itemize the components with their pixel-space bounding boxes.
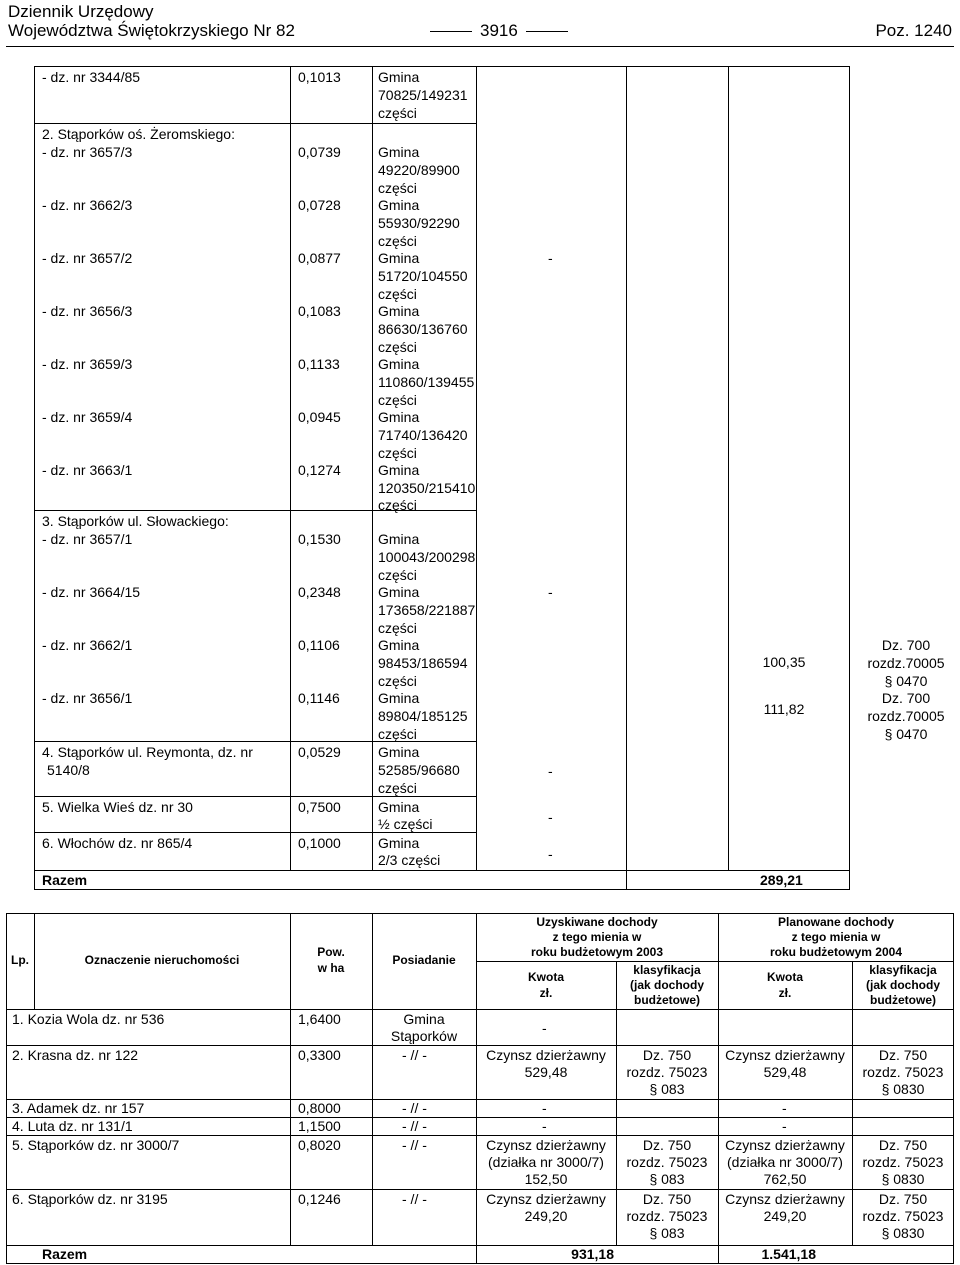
parcel-area: 0,7500 bbox=[298, 799, 341, 815]
planned-classification: § 0830 bbox=[881, 1225, 925, 1241]
property-item: 4. Luta dz. nr 131/1 bbox=[12, 1118, 133, 1134]
planned-income: 249,20 bbox=[763, 1208, 807, 1224]
property-possession: - // - bbox=[402, 1191, 427, 1207]
parcel-item: - dz. nr 3657/1 bbox=[42, 531, 133, 547]
obtained-income: 249,20 bbox=[524, 1208, 568, 1224]
classification: § 0470 bbox=[884, 726, 928, 742]
amount-value: 111,82 bbox=[763, 701, 805, 717]
parcel-area: 0,1274 bbox=[298, 462, 341, 478]
property-item: 2. Krasna dz. nr 122 bbox=[12, 1047, 139, 1063]
parcel-share: 71740/136420 bbox=[378, 427, 468, 443]
obtained-classification: § 083 bbox=[649, 1171, 685, 1187]
amount-value: 100,35 bbox=[762, 654, 806, 670]
parcel-owner: Gmina bbox=[378, 69, 420, 85]
planned-classification: Dz. 750 bbox=[878, 1191, 928, 1207]
amount-dash: - bbox=[548, 250, 553, 266]
header-lp: Lp. bbox=[11, 953, 29, 967]
parcel-area: 0,1530 bbox=[298, 531, 341, 547]
parcel-area: 0,2348 bbox=[298, 584, 341, 600]
header-classification: budżetowe) bbox=[634, 993, 700, 1007]
header-classification: budżetowe) bbox=[870, 993, 936, 1007]
parcel-share: 89804/185125 bbox=[378, 708, 468, 724]
property-area: 0,1246 bbox=[298, 1191, 341, 1207]
planned-income: 529,48 bbox=[763, 1064, 807, 1080]
parcel-share: 120350/215410 bbox=[378, 480, 476, 496]
parcel-share: ½ części bbox=[378, 816, 433, 832]
parcel-share: 2/3 części bbox=[378, 852, 441, 868]
journal-title: Dziennik Urzędowy bbox=[8, 2, 154, 21]
planned-classification: Dz. 750 bbox=[878, 1137, 928, 1153]
parcel-owner: Gmina bbox=[378, 637, 420, 653]
parcel-item: - dz. nr 3664/15 bbox=[42, 584, 141, 600]
obtained-classification: Dz. 750 bbox=[642, 1191, 692, 1207]
header-amount: zł. bbox=[539, 986, 553, 1000]
parcel-share-unit: części bbox=[378, 780, 417, 796]
planned-classification: § 0830 bbox=[881, 1081, 925, 1097]
planned-classification: rozdz. 75023 bbox=[862, 1154, 944, 1170]
row-divider bbox=[6, 1045, 954, 1046]
property-item: 3. Adamek dz. nr 157 bbox=[12, 1100, 145, 1116]
parcel-item: 4. Stąporków ul. Reymonta, dz. nr bbox=[42, 744, 253, 760]
parcel-owner: Gmina bbox=[378, 356, 420, 372]
header-classification: (jak dochody bbox=[629, 978, 704, 992]
parcel-owner: Gmina bbox=[378, 835, 420, 851]
parcel-item: 6. Włochów dz. nr 865/4 bbox=[42, 835, 193, 851]
parcel-owner: Gmina bbox=[378, 744, 420, 760]
parcel-share-unit: części bbox=[378, 233, 417, 249]
parcel-share-unit: części bbox=[378, 286, 417, 302]
parcel-share-unit: części bbox=[378, 567, 417, 583]
property-area: 1,1500 bbox=[298, 1118, 341, 1134]
total-planned: 1.541,18 bbox=[761, 1246, 816, 1262]
parcel-share: 86630/136760 bbox=[378, 321, 468, 337]
property-possession: Stąporków bbox=[390, 1028, 458, 1044]
obtained-income: 152,50 bbox=[524, 1171, 568, 1187]
classification: rozdz.70005 bbox=[867, 655, 945, 671]
property-possession: Gmina bbox=[403, 1011, 445, 1027]
property-item: 6. Stąporków dz. nr 3195 bbox=[12, 1191, 168, 1207]
section-heading: 2. Stąporków oś. Żeromskiego: bbox=[42, 126, 235, 142]
parcel-area: 0,0877 bbox=[298, 250, 341, 266]
page-number bbox=[430, 21, 568, 41]
planned-classification: rozdz. 75023 bbox=[862, 1208, 944, 1224]
parcel-share-unit: części bbox=[378, 339, 417, 355]
parcel-area: 0,0945 bbox=[298, 409, 341, 425]
parcel-owner: Gmina bbox=[378, 250, 420, 266]
property-area: 1,6400 bbox=[298, 1011, 341, 1027]
parcel-area: 0,1013 bbox=[298, 69, 341, 85]
row-divider bbox=[6, 1117, 954, 1118]
header-amount: zł. bbox=[778, 986, 792, 1000]
parcel-share-unit: części bbox=[378, 497, 417, 513]
parcel-share-unit: części bbox=[378, 673, 417, 689]
obtained-classification: Dz. 750 bbox=[642, 1137, 692, 1153]
planned-income: Czynsz dzierżawny bbox=[725, 1137, 845, 1153]
header-possession: Posiadanie bbox=[392, 953, 456, 967]
parcel-item: - dz. nr 3659/4 bbox=[42, 409, 133, 425]
parcel-owner: Gmina bbox=[378, 690, 420, 706]
row-divider bbox=[34, 870, 850, 871]
voivodeship-issue: Województwa Świętokrzyskiego Nr 82 bbox=[8, 21, 295, 40]
row-divider bbox=[476, 961, 954, 962]
income-dash: - bbox=[542, 1020, 547, 1036]
planned-classification: § 0830 bbox=[881, 1171, 925, 1187]
obtained-income: 529,48 bbox=[524, 1064, 568, 1080]
parcel-share: 173658/221887 bbox=[378, 602, 476, 618]
parcel-share-unit: części bbox=[378, 392, 417, 408]
parcel-share: 55930/92290 bbox=[378, 215, 460, 231]
parcel-item: - dz. nr 3344/85 bbox=[42, 69, 141, 85]
parcel-share-unit: części bbox=[378, 726, 417, 742]
total-label: Razem bbox=[42, 872, 88, 888]
parcel-item: - dz. nr 3662/1 bbox=[42, 637, 133, 653]
header-obtained: roku budżetowym 2003 bbox=[530, 945, 664, 959]
property-item: 1. Kozia Wola dz. nr 536 bbox=[12, 1011, 165, 1027]
header-classification: (jak dochody bbox=[865, 978, 940, 992]
parcel-item: - dz. nr 3656/1 bbox=[42, 690, 133, 706]
header-classification: klasyfikacja bbox=[869, 963, 937, 977]
property-possession: - // - bbox=[402, 1118, 427, 1134]
parcel-item-cont: 5140/8 bbox=[47, 762, 90, 778]
obtained-income: Czynsz dzierżawny bbox=[486, 1047, 606, 1063]
planned-dash: - bbox=[782, 1100, 787, 1116]
col-divider bbox=[476, 66, 477, 870]
property-item: 5. Stąporków dz. nr 3000/7 bbox=[12, 1137, 180, 1153]
parcel-owner: Gmina bbox=[378, 584, 420, 600]
planned-classification: rozdz. 75023 bbox=[862, 1064, 944, 1080]
parcel-area: 0,1106 bbox=[298, 637, 340, 653]
property-area: 0,3300 bbox=[298, 1047, 341, 1063]
parcel-share-unit: części bbox=[378, 105, 417, 121]
parcel-item: - dz. nr 3657/3 bbox=[42, 144, 133, 160]
parcel-area: 0,0728 bbox=[298, 197, 341, 213]
planned-income: 762,50 bbox=[763, 1171, 807, 1187]
property-possession: - // - bbox=[402, 1137, 427, 1153]
planned-income: Czynsz dzierżawny bbox=[725, 1047, 845, 1063]
obtained-classification: rozdz. 75023 bbox=[626, 1208, 708, 1224]
row-divider bbox=[6, 1135, 954, 1136]
position-number: Poz. 1240 bbox=[875, 21, 952, 40]
total-label: Razem bbox=[42, 1246, 88, 1262]
col-divider bbox=[728, 66, 729, 870]
col-divider bbox=[290, 66, 291, 870]
parcel-share-unit: części bbox=[378, 445, 417, 461]
parcel-item: - dz. nr 3657/2 bbox=[42, 250, 133, 266]
obtained-dash: - bbox=[542, 1118, 547, 1134]
parcel-share: 70825/149231 bbox=[378, 87, 468, 103]
parcel-item: - dz. nr 3659/3 bbox=[42, 356, 133, 372]
header-property: Oznaczenie nieruchomości bbox=[84, 953, 240, 967]
property-possession: - // - bbox=[402, 1100, 427, 1116]
parcel-area: 0,1133 bbox=[298, 356, 340, 372]
obtained-dash: - bbox=[542, 1100, 547, 1116]
header-planned: Planowane dochody bbox=[777, 915, 894, 929]
classification: rozdz.70005 bbox=[867, 708, 945, 724]
parcel-area: 0,1083 bbox=[298, 303, 341, 319]
parcel-owner: Gmina bbox=[378, 531, 420, 547]
planned-income: (działka nr 3000/7) bbox=[727, 1154, 843, 1170]
parcel-share: 98453/186594 bbox=[378, 655, 468, 671]
parcel-share: 49220/89900 bbox=[378, 162, 460, 178]
total-value: 289,21 bbox=[760, 872, 803, 888]
parcel-owner: Gmina bbox=[378, 144, 420, 160]
header-rule bbox=[6, 46, 954, 47]
parcel-owner: Gmina bbox=[378, 799, 420, 815]
parcel-item: 5. Wielka Wieś dz. nr 30 bbox=[42, 799, 193, 815]
row-divider bbox=[6, 1099, 954, 1100]
planned-dash: - bbox=[782, 1118, 787, 1134]
amount-dash: - bbox=[548, 809, 553, 825]
obtained-classification: rozdz. 75023 bbox=[626, 1064, 708, 1080]
header-classification: klasyfikacja bbox=[633, 963, 701, 977]
property-possession: - // - bbox=[402, 1047, 427, 1063]
amount-dash: - bbox=[548, 584, 553, 600]
header-obtained: Uzyskiwane dochody bbox=[536, 915, 658, 929]
parcel-area: 0,1146 bbox=[298, 690, 340, 706]
parcel-share: 110860/139455 bbox=[378, 374, 475, 390]
section-heading: 3. Stąporków ul. Słowackiego: bbox=[42, 513, 229, 529]
parcel-owner: Gmina bbox=[378, 462, 420, 478]
property-area: 0,8000 bbox=[298, 1100, 341, 1116]
parcel-share: 52585/96680 bbox=[378, 762, 460, 778]
classification: Dz. 700 bbox=[881, 637, 931, 653]
row-divider bbox=[34, 123, 476, 124]
parcel-owner: Gmina bbox=[378, 197, 420, 213]
amount-dash: - bbox=[548, 846, 553, 862]
parcel-share-unit: części bbox=[378, 620, 417, 636]
col-divider bbox=[626, 66, 627, 890]
obtained-income: Czynsz dzierżawny bbox=[486, 1191, 606, 1207]
total-obtained: 931,18 bbox=[571, 1246, 614, 1262]
page-number-text: 3916 bbox=[480, 21, 518, 40]
header-planned: roku budżetowym 2004 bbox=[769, 945, 903, 959]
obtained-classification: Dz. 750 bbox=[642, 1047, 692, 1063]
planned-income: Czynsz dzierżawny bbox=[725, 1191, 845, 1207]
row-divider bbox=[6, 1189, 954, 1190]
classification: § 0470 bbox=[884, 673, 928, 689]
parcel-share: 100043/200298 bbox=[378, 549, 476, 565]
obtained-income: (działka nr 3000/7) bbox=[488, 1154, 604, 1170]
header-planned: z tego mienia w bbox=[791, 930, 881, 944]
parcel-owner: Gmina bbox=[378, 409, 420, 425]
property-area: 0,8020 bbox=[298, 1137, 341, 1153]
obtained-classification: rozdz. 75023 bbox=[626, 1154, 708, 1170]
obtained-income: Czynsz dzierżawny bbox=[486, 1137, 606, 1153]
planned-classification: Dz. 750 bbox=[878, 1047, 928, 1063]
parcel-item: - dz. nr 3662/3 bbox=[42, 197, 133, 213]
parcel-area: 0,0739 bbox=[298, 144, 341, 160]
parcel-area: 0,1000 bbox=[298, 835, 341, 851]
col-divider bbox=[372, 66, 373, 870]
header-area: Pow. bbox=[317, 945, 345, 959]
parcel-item: - dz. nr 3656/3 bbox=[42, 303, 133, 319]
header-amount: Kwota bbox=[767, 970, 803, 984]
header-area-unit: w ha bbox=[317, 961, 345, 975]
parcel-share: 51720/104550 bbox=[378, 268, 468, 284]
classification: Dz. 700 bbox=[881, 690, 931, 706]
header-amount: Kwota bbox=[528, 970, 564, 984]
parcel-owner: Gmina bbox=[378, 303, 420, 319]
parcel-share-unit: części bbox=[378, 180, 417, 196]
header-obtained: z tego mienia w bbox=[552, 930, 642, 944]
obtained-classification: § 083 bbox=[649, 1081, 685, 1097]
amount-dash: - bbox=[548, 763, 553, 779]
row-divider bbox=[6, 1009, 954, 1010]
parcel-area: 0,0529 bbox=[298, 744, 341, 760]
obtained-classification: § 083 bbox=[649, 1225, 685, 1241]
parcel-item: - dz. nr 3663/1 bbox=[42, 462, 133, 478]
